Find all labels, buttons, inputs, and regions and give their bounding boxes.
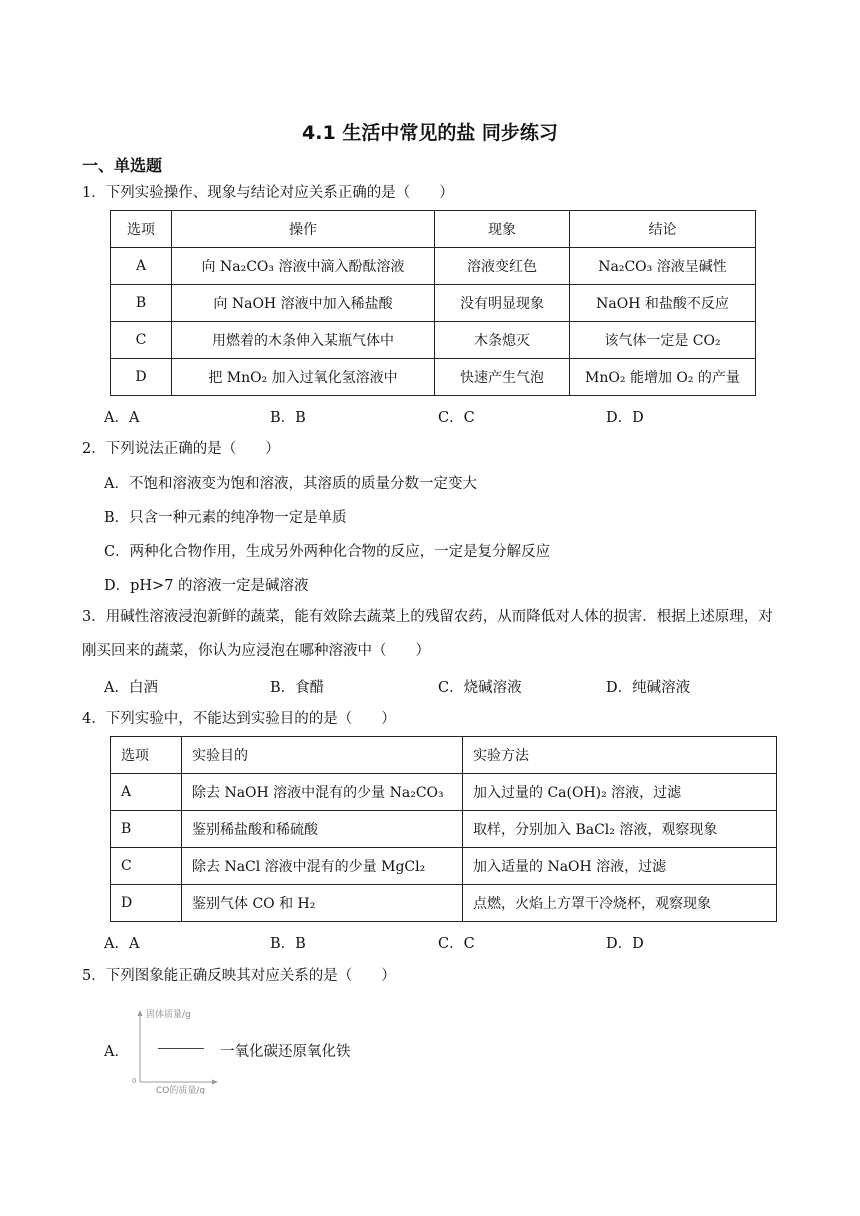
- y-axis-arrow: [138, 1010, 143, 1016]
- x-axis-label: CO的质量/g: [156, 1086, 206, 1094]
- option-d[interactable]: D．D: [606, 936, 644, 952]
- table-cell: 点燃，火焰上方罩干冷烧杯，观察现象: [463, 885, 777, 922]
- table-cell: A: [111, 248, 172, 285]
- option-c[interactable]: C．C: [438, 410, 475, 426]
- table-cell: 加入过量的 Ca(OH)₂ 溶液，过滤: [463, 774, 777, 811]
- table-cell: Na₂CO₃ 溶液呈碱性: [570, 248, 756, 285]
- table-cell: 除去 NaOH 溶液中混有的少量 Na₂CO₃: [182, 774, 463, 811]
- option-c[interactable]: C．烧碱溶液: [438, 680, 522, 696]
- table-cell: 木条熄灭: [435, 322, 570, 359]
- option-a[interactable]: A．: [104, 1044, 129, 1060]
- table-row: [111, 848, 777, 885]
- table-cell: C: [111, 848, 182, 885]
- table-cell: 加入适量的 NaOH 溶液，过滤: [463, 848, 777, 885]
- table-cell: 向 NaOH 溶液中加入稀盐酸: [172, 285, 435, 322]
- option-a[interactable]: A．不饱和溶液变为饱和溶液，其溶质的质量分数一定变大: [104, 476, 477, 492]
- table-header-cell: 选项: [111, 211, 172, 248]
- table-row: [111, 248, 756, 285]
- question-4-stem: 4．下列实验中，不能达到实验目的的是（ ）: [82, 711, 396, 727]
- table-cell: B: [111, 811, 182, 848]
- option-b[interactable]: B．B: [270, 936, 306, 952]
- table-cell: 用燃着的木条伸入某瓶气体中: [172, 322, 435, 359]
- option-c[interactable]: C．两种化合物作用，生成另外两种化合物的反应，一定是复分解反应: [104, 544, 551, 560]
- table-header-cell: 操作: [172, 211, 435, 248]
- question-4-table: [110, 736, 777, 922]
- graph-legend-line: [158, 1048, 204, 1049]
- option-b[interactable]: B．食醋: [270, 680, 325, 696]
- table-cell: C: [111, 322, 172, 359]
- question-2-stem: 2．下列说法正确的是（ ）: [82, 441, 280, 457]
- table-cell: 快速产生气泡: [435, 359, 570, 396]
- option-a-text: 一氧化碳还原氧化铁: [220, 1044, 351, 1060]
- table-cell: 除去 NaCl 溶液中混有的少量 MgCl₂: [182, 848, 463, 885]
- table-header-cell: 结论: [570, 211, 756, 248]
- table-row: [111, 811, 777, 848]
- table-cell: MnO₂ 能增加 O₂ 的产量: [570, 359, 756, 396]
- table-header-row: [111, 211, 756, 248]
- section-heading: 一、单选题: [82, 156, 163, 175]
- y-axis-label: 固体质量/g: [146, 1010, 191, 1020]
- question-3-options: [104, 676, 784, 696]
- table-header-cell: 选项: [111, 737, 182, 774]
- table-header-row: [111, 737, 777, 774]
- table-cell: B: [111, 285, 172, 322]
- option-a[interactable]: A．A: [104, 410, 140, 426]
- option-a[interactable]: A．A: [104, 936, 140, 952]
- option-b[interactable]: B．B: [270, 410, 306, 426]
- option-a-graph: [128, 1008, 220, 1094]
- option-a[interactable]: A．白酒: [104, 680, 158, 696]
- option-d[interactable]: D．D: [606, 410, 644, 426]
- table-row: [111, 774, 777, 811]
- table-cell: 溶液变红色: [435, 248, 570, 285]
- table-cell: 把 MnO₂ 加入过氧化氢溶液中: [172, 359, 435, 396]
- table-cell: 鉴别气体 CO 和 H₂: [182, 885, 463, 922]
- table-header-cell: 现象: [435, 211, 570, 248]
- table-cell: D: [111, 885, 182, 922]
- question-5-stem: 5．下列图象能正确反映其对应关系的是（ ）: [82, 968, 396, 984]
- table-row: [111, 285, 756, 322]
- origin-label: 0: [132, 1077, 137, 1085]
- question-3-stem: 3．用碱性溶液浸泡新鲜的蔬菜，能有效除去蔬菜上的残留农药，从而降低对人体的损害．根据上述原理，对刚买回来的蔬菜，你认为应浸泡在哪种溶液中（ ）: [82, 609, 773, 659]
- option-c[interactable]: C．C: [438, 936, 475, 952]
- table-header-cell: 实验方法: [463, 737, 777, 774]
- table-header-cell: 实验目的: [182, 737, 463, 774]
- table-cell: 取样，分别加入 BaCl₂ 溶液，观察现象: [463, 811, 777, 848]
- option-d[interactable]: D．pH>7 的溶液一定是碱溶液: [104, 578, 309, 594]
- table-cell: D: [111, 359, 172, 396]
- table-cell: 该气体一定是 CO₂: [570, 322, 756, 359]
- x-axis-arrow: [212, 1080, 218, 1085]
- table-cell: 向 Na₂CO₃ 溶液中滴入酚酞溶液: [172, 248, 435, 285]
- question-1-table: [110, 210, 756, 396]
- option-d[interactable]: D．纯碱溶液: [606, 680, 691, 696]
- table-cell: NaOH 和盐酸不反应: [570, 285, 756, 322]
- question-1-options: [104, 406, 784, 426]
- table-row: [111, 322, 756, 359]
- table-cell: 鉴别稀盐酸和稀硫酸: [182, 811, 463, 848]
- question-1-stem: 1．下列实验操作、现象与结论对应关系正确的是（ ）: [82, 185, 454, 201]
- page-title: 4.1 生活中常见的盐 同步练习: [302, 122, 558, 144]
- table-row: [111, 885, 777, 922]
- table-cell: 没有明显现象: [435, 285, 570, 322]
- option-b[interactable]: B．只含一种元素的纯净物一定是单质: [104, 510, 347, 526]
- table-cell: A: [111, 774, 182, 811]
- question-4-options: [104, 932, 784, 952]
- table-row: [111, 359, 756, 396]
